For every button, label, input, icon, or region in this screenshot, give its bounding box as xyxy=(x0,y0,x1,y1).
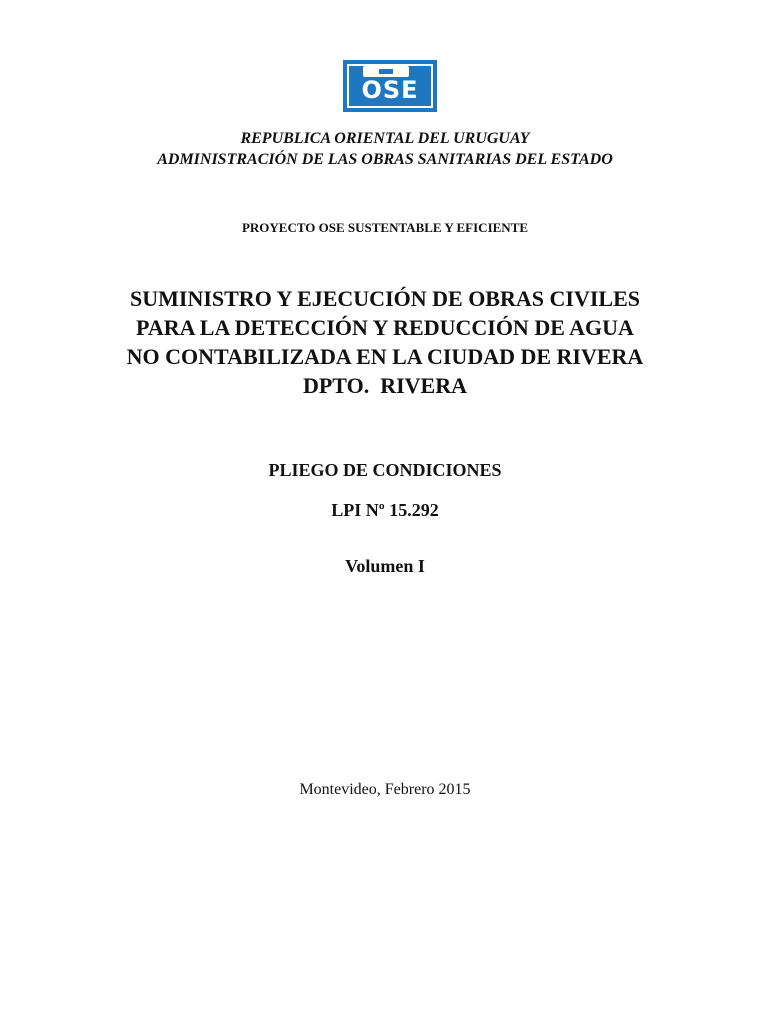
document-type: PLIEGO DE CONDICIONES xyxy=(268,460,502,480)
document-volume: Volumen I xyxy=(345,556,425,576)
agency-heading: ADMINISTRACIÓN DE LAS OBRAS SANITARIAS DEL ESTADO xyxy=(157,151,613,168)
country-heading: REPUBLICA ORIENTAL DEL URUGUAY xyxy=(240,130,530,147)
project-name: PROYECTO OSE SUSTENTABLE Y EFICIENTE xyxy=(241,220,529,235)
title-line-4: DPTO. RIVERA xyxy=(302,373,467,398)
title-line-3: NO CONTABILIZADA EN LA CIUDAD DE RIVERA xyxy=(126,344,644,369)
place-date: Montevideo, Febrero 2015 xyxy=(299,781,471,798)
title-line-1: SUMINISTRO Y EJECUCIÓN DE OBRAS CIVILES xyxy=(130,286,640,311)
ose-logo xyxy=(343,60,437,112)
document-number: LPI Nº 15.292 xyxy=(331,500,439,520)
title-line-2: PARA LA DETECCIÓN Y REDUCCIÓN DE AGUA xyxy=(136,315,634,340)
logo-pipe-slot xyxy=(379,69,393,74)
logo-text: OSE xyxy=(361,76,419,104)
